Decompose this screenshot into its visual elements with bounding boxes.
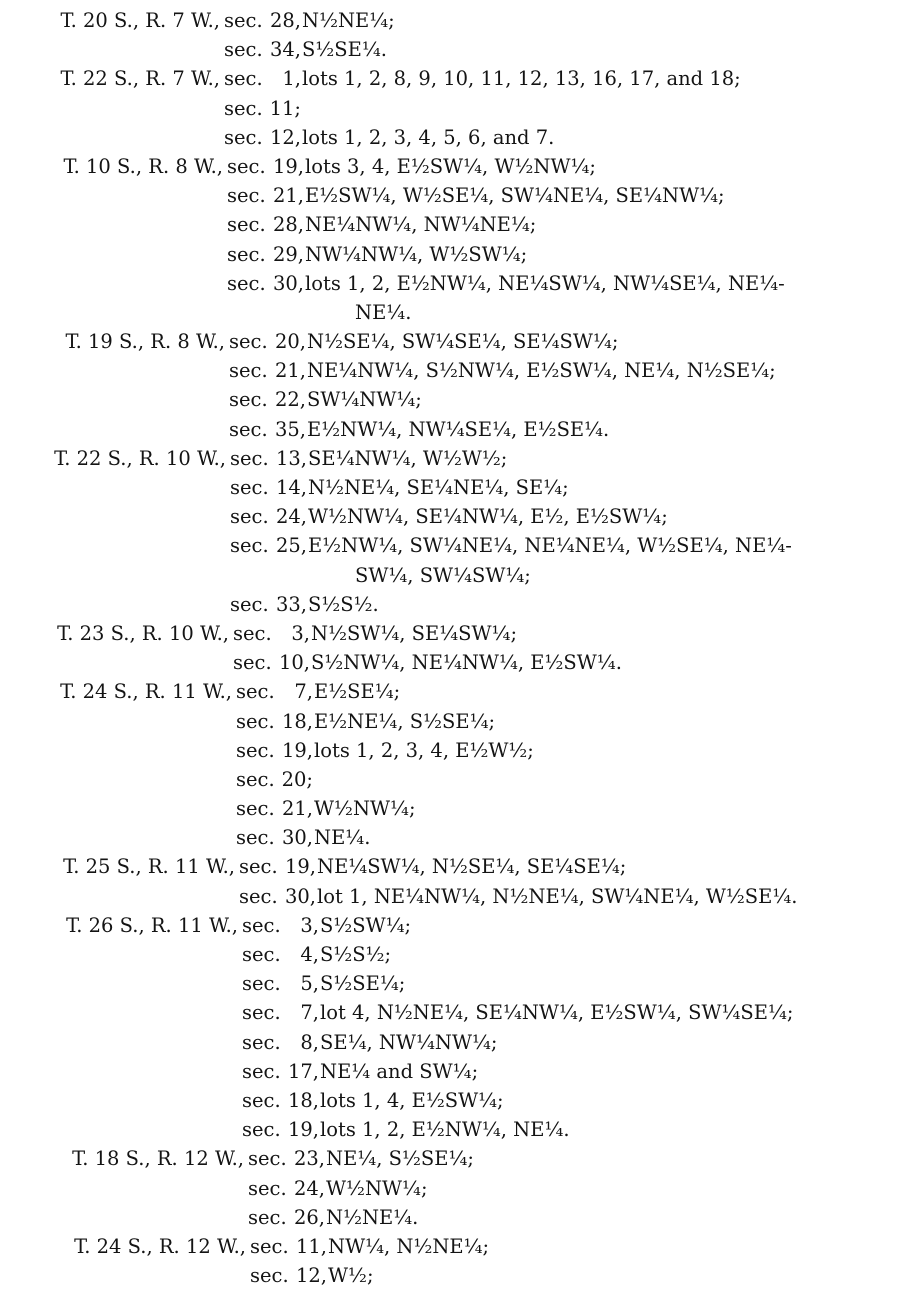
section-entry xyxy=(0,240,905,269)
section-number: 28, xyxy=(269,9,301,32)
section-number: 35, xyxy=(274,417,306,441)
township-range: T. 19 S., R. 8 W., xyxy=(65,330,225,354)
section-entry xyxy=(0,269,905,298)
section-label: sec. xyxy=(229,330,268,354)
section-number: 19, xyxy=(272,154,304,178)
section-label: sec. xyxy=(227,184,266,208)
section-number: 30, xyxy=(272,271,304,295)
section-entry xyxy=(0,531,905,560)
section-entry xyxy=(0,852,905,881)
section-label: sec. xyxy=(230,476,269,499)
section-number: 11; xyxy=(269,96,301,120)
land-description: lots 1, 2, 3, 4, 5, 6, and 7. xyxy=(302,125,555,149)
section-label: sec. xyxy=(230,592,269,616)
land-description: NE¼, S½SE¼; xyxy=(326,1147,474,1171)
section-label: sec. xyxy=(229,388,268,412)
land-description: lots 1, 2, E½NW¼, NE¼. xyxy=(320,1118,570,1142)
section-label: sec. xyxy=(224,67,263,91)
land-description: lot 1, NE¼NW¼, N½NE¼, SW¼NE¼, W½SE¼. xyxy=(317,884,798,908)
section-label: sec. xyxy=(242,913,281,937)
section-number: 20; xyxy=(281,767,313,791)
land-description: S½S½; xyxy=(320,943,392,966)
section-label: sec. xyxy=(239,855,278,879)
section-entry xyxy=(0,502,905,531)
section-entry xyxy=(0,1232,905,1261)
land-description: NE¼ and SW¼; xyxy=(320,1059,479,1083)
township-range: T. 23 S., R. 10 W., xyxy=(57,621,229,645)
section-number: 14, xyxy=(275,476,307,499)
section-number: 20, xyxy=(274,330,306,354)
section-entry xyxy=(0,1057,905,1086)
land-description: NE¼. xyxy=(314,826,371,850)
section-number: 28, xyxy=(272,213,304,237)
section-entry xyxy=(0,6,905,35)
section-entry xyxy=(0,473,905,502)
section-number: 26, xyxy=(293,1205,325,1229)
section-label: sec. xyxy=(227,213,266,237)
section-number: 33, xyxy=(275,592,307,616)
section-label: sec. xyxy=(227,242,266,266)
land-description: SW¼NW¼; xyxy=(307,388,422,412)
land-description: lots 3, 4, E½SW¼, W½NW¼; xyxy=(305,154,596,178)
township-range: T. 24 S., R. 11 W., xyxy=(60,680,232,704)
section-number: 11, xyxy=(295,1234,327,1258)
section-entry xyxy=(0,1144,905,1173)
land-description: S½S½. xyxy=(308,592,379,616)
section-number: 21, xyxy=(274,359,306,383)
section-number: 7, xyxy=(294,680,313,704)
land-description: W½NW¼; xyxy=(314,797,416,821)
section-number: 19, xyxy=(284,855,316,879)
section-entry xyxy=(0,1203,905,1232)
land-description: N½NE¼, SE¼NE¼, SE¼; xyxy=(308,476,569,499)
section-entry xyxy=(0,327,905,356)
section-number: 10, xyxy=(278,651,310,675)
section-entry xyxy=(0,736,905,765)
land-description: W½NW¼; xyxy=(326,1176,428,1200)
section-label: sec. xyxy=(224,125,263,149)
section-number: 8, xyxy=(300,1030,319,1054)
section-entry xyxy=(0,765,905,794)
land-description: NE¼NW¼, NW¼NE¼; xyxy=(305,213,537,237)
land-description: lots 1, 2, E½NW¼, NE¼SW¼, NW¼SE¼, NE¼- xyxy=(305,271,785,295)
land-description: NE¼NW¼, S½NW¼, E½SW¼, NE¼, N½SE¼; xyxy=(307,359,776,383)
land-description: lots 1, 2, 8, 9, 10, 11, 12, 13, 16, 17, and 18; xyxy=(302,67,741,91)
land-description: E½NW¼, SW¼NE¼, NE¼NE¼, W½SE¼, NE¼- xyxy=(308,534,792,558)
section-entry xyxy=(0,794,905,823)
section-label: sec. xyxy=(248,1176,287,1200)
land-description: SE¼, NW¼NW¼; xyxy=(320,1030,498,1054)
section-label: sec. xyxy=(239,884,278,908)
land-description: W½NW¼, SE¼NW¼, E½, E½SW¼; xyxy=(308,505,668,529)
township-range: T. 22 S., R. 10 W., xyxy=(54,446,226,470)
section-label: sec. xyxy=(236,826,275,850)
land-description: SE¼NW¼, W½W½; xyxy=(308,446,508,470)
section-number: 24, xyxy=(293,1176,325,1200)
section-number: 34, xyxy=(269,38,301,62)
section-entry xyxy=(0,415,905,444)
section-number: 24, xyxy=(275,505,307,529)
section-entry xyxy=(0,882,905,911)
section-label: sec. xyxy=(242,1088,281,1112)
section-entry xyxy=(0,385,905,414)
section-entry xyxy=(0,590,905,619)
section-label: sec. xyxy=(242,972,281,996)
land-description: lots 1, 2, 3, 4, E½W½; xyxy=(314,738,534,762)
section-number: 3, xyxy=(300,913,319,937)
section-entry xyxy=(0,707,905,736)
section-label: sec. xyxy=(236,709,275,733)
land-description: E½NE¼, S½SE¼; xyxy=(314,709,496,733)
land-description: E½SE¼; xyxy=(314,680,401,704)
land-description-continuation: SW¼, SW¼SW¼; xyxy=(355,563,531,587)
township-range: T. 20 S., R. 7 W., xyxy=(60,9,220,32)
section-label: sec. xyxy=(242,1001,281,1025)
section-label: sec. xyxy=(227,271,266,295)
section-entry xyxy=(0,123,905,152)
section-number: 29, xyxy=(272,242,304,266)
section-number: 19, xyxy=(281,738,313,762)
land-description: N½SW¼, SE¼SW¼; xyxy=(311,621,518,645)
section-entry xyxy=(0,911,905,940)
section-label: sec. xyxy=(236,680,275,704)
section-label: sec. xyxy=(242,1030,281,1054)
section-number: 30, xyxy=(281,826,313,850)
section-entry xyxy=(0,152,905,181)
section-number: 18, xyxy=(281,709,313,733)
land-description: NE¼SW¼, N½SE¼, SE¼SE¼; xyxy=(317,855,627,879)
section-label: sec. xyxy=(224,38,263,62)
section-label: sec. xyxy=(242,1059,281,1083)
section-label: sec. xyxy=(230,505,269,529)
township-range: T. 18 S., R. 12 W., xyxy=(72,1147,244,1171)
section-label: sec. xyxy=(227,154,266,178)
section-number: 19, xyxy=(287,1118,319,1142)
township-range: T. 22 S., R. 7 W., xyxy=(60,67,220,91)
section-number: 30, xyxy=(284,884,316,908)
section-entry xyxy=(0,1174,905,1203)
section-entry xyxy=(0,444,905,473)
section-entry xyxy=(0,998,905,1027)
section-label: sec. xyxy=(250,1234,289,1258)
section-entry xyxy=(0,1086,905,1115)
section-entry xyxy=(0,181,905,210)
section-entry xyxy=(0,64,905,93)
land-description: NW¼, N½NE¼; xyxy=(328,1234,490,1258)
section-label: sec. xyxy=(233,621,272,645)
section-number: 1, xyxy=(282,67,301,91)
section-label: sec. xyxy=(229,417,268,441)
section-entry xyxy=(0,35,905,64)
section-number: 4, xyxy=(300,943,319,966)
section-entry xyxy=(0,677,905,706)
township-range: T. 10 S., R. 8 W., xyxy=(63,154,223,178)
section-entry xyxy=(0,1261,905,1290)
section-number: 3, xyxy=(291,621,310,645)
section-entry xyxy=(0,1028,905,1057)
section-entry xyxy=(0,940,905,969)
land-description: N½SE¼, SW¼SE¼, SE¼SW¼; xyxy=(307,330,619,354)
township-range: T. 24 S., R. 12 W., xyxy=(74,1234,246,1258)
land-description: E½NW¼, NW¼SE¼, E½SE¼. xyxy=(307,417,610,441)
land-description: S½NW¼, NE¼NW¼, E½SW¼. xyxy=(311,651,622,675)
section-label: sec. xyxy=(230,446,269,470)
section-entry xyxy=(0,619,905,648)
section-label: sec. xyxy=(248,1147,287,1171)
township-range: T. 26 S., R. 11 W., xyxy=(66,913,238,937)
section-number: 17, xyxy=(287,1059,319,1083)
section-entry xyxy=(0,210,905,239)
section-label: sec. xyxy=(236,767,275,791)
section-number: 12, xyxy=(269,125,301,149)
section-label: sec. xyxy=(233,651,272,675)
section-label: sec. xyxy=(236,797,275,821)
land-description: lot 4, N½NE¼, SE¼NW¼, E½SW¼, SW¼SE¼; xyxy=(320,1001,794,1025)
section-number: 21, xyxy=(281,797,313,821)
land-description: NW¼NW¼, W½SW¼; xyxy=(305,242,528,266)
land-description: S½SE¼; xyxy=(320,972,406,996)
section-label: sec. xyxy=(224,9,263,32)
section-label: sec. xyxy=(229,359,268,383)
section-entry xyxy=(0,94,905,123)
land-description: N½NE¼; xyxy=(302,9,395,32)
land-description: S½SW¼; xyxy=(320,913,412,937)
section-entry xyxy=(0,1115,905,1144)
section-label: sec. xyxy=(248,1205,287,1229)
section-number: 18, xyxy=(287,1088,319,1112)
section-number: 7, xyxy=(300,1001,319,1025)
section-label: sec. xyxy=(242,943,281,966)
section-label: sec. xyxy=(230,534,269,558)
section-entry xyxy=(0,823,905,852)
section-label: sec. xyxy=(250,1264,289,1288)
section-label: sec. xyxy=(224,96,263,120)
section-entry xyxy=(0,356,905,385)
section-label: sec. xyxy=(242,1118,281,1142)
section-label: sec. xyxy=(236,738,275,762)
land-description-continuation: NE¼. xyxy=(355,300,412,324)
section-number: 5, xyxy=(300,972,319,996)
section-number: 22, xyxy=(274,388,306,412)
section-number: 23, xyxy=(293,1147,325,1171)
land-description: E½SW¼, W½SE¼, SW¼NE¼, SE¼NW¼; xyxy=(305,184,725,208)
section-number: 25, xyxy=(275,534,307,558)
section-number: 21, xyxy=(272,184,304,208)
land-description: N½NE¼. xyxy=(326,1205,419,1229)
land-description: S½SE¼. xyxy=(302,38,387,62)
land-description: lots 1, 4, E½SW¼; xyxy=(320,1088,504,1112)
section-number: 12, xyxy=(295,1264,327,1288)
township-range: T. 25 S., R. 11 W., xyxy=(63,855,235,879)
section-number: 13, xyxy=(275,446,307,470)
land-description: W½; xyxy=(328,1264,374,1288)
section-entry xyxy=(0,969,905,998)
section-entry xyxy=(0,648,905,677)
